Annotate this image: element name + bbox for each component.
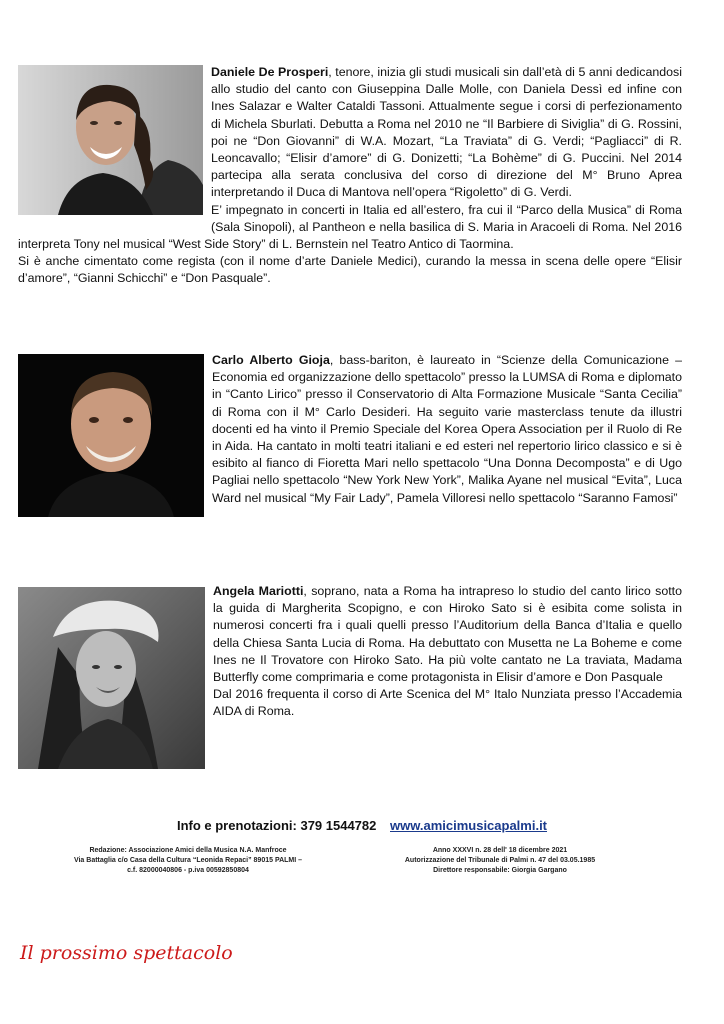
info-label: Info e prenotazioni: 379 1544782: [176, 818, 377, 833]
portrait-photo-carlo: [18, 354, 204, 517]
footer-editorial: [58, 846, 318, 876]
bio-text: , tenore, inizia gli studi musicali sin dall’età di 5 anni dedicandosi allo studio del canto con Giuseppina Dalle Molle, con Daniela Dessì ed infine con Ines Salazar e Walter Cataldi Tassoni. Attualmente segue i corsi di perfezionamento di Michela Sburlati. Debutta a Roma nel 2010 ne “Il Barbiere di Siviglia” di G. Rossini, poi ne “Don Giovanni” di W.A. Mozart, “La Traviata” di G. Verdi; “Pagliacci” di R. Leoncavallo; “Elisir d’amore” di G. Donizetti; “La Bohème” di G. Puccini. Nel 2014 partecipa alla serata conclusiva del corso di direzione del M° Bruno Aprea interpretando il Duca di Mantova nell’opera “Rigoletto” di G. Verdi.: [211, 65, 682, 200]
singer-name: Carlo Alberto Gioja: [212, 353, 330, 367]
website-link[interactable]: www.amicimusicapalmi.it: [390, 818, 548, 833]
bio-paragraph: Dal 2016 frequenta il corso di Arte Scenica del M° Italo Nunziata presso l’Accademia AIDA di Roma.: [213, 687, 682, 719]
bio-paragraph: E’ impegnato in concerti in Italia ed all’estero, fra cui il “Parco della Musica” di Roma (Sala Sinopoli), al Pantheon e nella basilica di S. Maria in Aracoeli di Roma. Nel 2016 interpreta Tony nel musical “West Side Story” di L. Bernstein nel Teatro Antico di Taormina.: [18, 202, 682, 252]
bio-angela-mariotti: [18, 583, 682, 773]
portrait-photo-angela: [18, 587, 205, 769]
footer-line: c.f. 82000040806 - p.iva 00592850804: [127, 867, 249, 874]
footer-line: Via Battaglia c/o Casa della Cultura “Leonida Repaci” 89015 PALMI –: [73, 857, 303, 864]
footer-line: Autorizzazione del Tribunale di Palmi n. 47 del 03.05.1985: [404, 857, 596, 864]
footer-line: Redazione: Associazione Amici della Musica N.A. Manfroce: [89, 847, 287, 854]
bio-text: , soprano, nata a Roma ha intrapreso lo studio del canto lirico sotto la guida di Margherita Scopigno, e con Hiroko Sato si è esibita come solista in numerosi concerti fra i quali quelli presso l’Auditorium della Banca d’Italia e quello della Chiesa Santa Lucia di Roma. Ha debuttato con Musetta ne La Boheme e come Ines ne Il Trovatore con Hiroko Sato. Ha più volte cantato ne La traviata, Madama Butterfly come comprimaria e come protagonista in Elisir d’amore e Don Pasquale: [213, 584, 682, 685]
singer-name: Daniele De Prosperi: [211, 65, 329, 79]
next-show-heading: Il prossimo spettacolo: [20, 942, 233, 964]
singer-name: Angela Mariotti: [213, 584, 304, 598]
footer-line: Direttore responsabile: Giorgia Gargano: [433, 867, 567, 874]
bio-text: , bass-bariton, è laureato in “Scienze della Comunicazione – Economia ed organizzazione dello spettacolo” presso la LUMSA di Roma e diplomato in “Canto Lirico” presso il Conservatorio di Alta Formazione Musicale “Santa Cecilia” di Roma con il M° Carlo Desideri. Ha seguito varie masterclass tenute da illustri docenti ed ha vinto il Premio Speciale del Korea Opera Association per il Ruolo di Re in Aida. Ha cantato in molti teatri italiani e ed esteri nel repertorio lirico classico e si è esibito al fianco di Fioretta Mari nello spettacolo “Una Donna Decomposta” e di Ugo Pagliai nello spettacolo “New York New York”, Malika Ayane nel musical “Evita”, Luca Ward nel musical “My Fair Lady”, Pamela Villoresi nello spettacolo “Saranno Famosi”: [212, 353, 682, 505]
bio-carlo-alberto-gioja: [18, 352, 682, 521]
bio-daniele-de-prosperi: [18, 64, 682, 288]
bio-paragraph: Si è anche cimentato come regista (con il nome d’arte Daniele Medici), curando la messa in scena delle opere “Elisir d’amore”, “Gianni Schicchi” e “Don Pasquale”.: [18, 254, 682, 286]
footer-line: Anno XXXVI n. 28 dell' 18 dicembre 2021: [432, 847, 568, 854]
info-line: [0, 818, 724, 833]
footer-publication: [380, 846, 620, 876]
portrait-photo-daniele: [18, 65, 203, 215]
